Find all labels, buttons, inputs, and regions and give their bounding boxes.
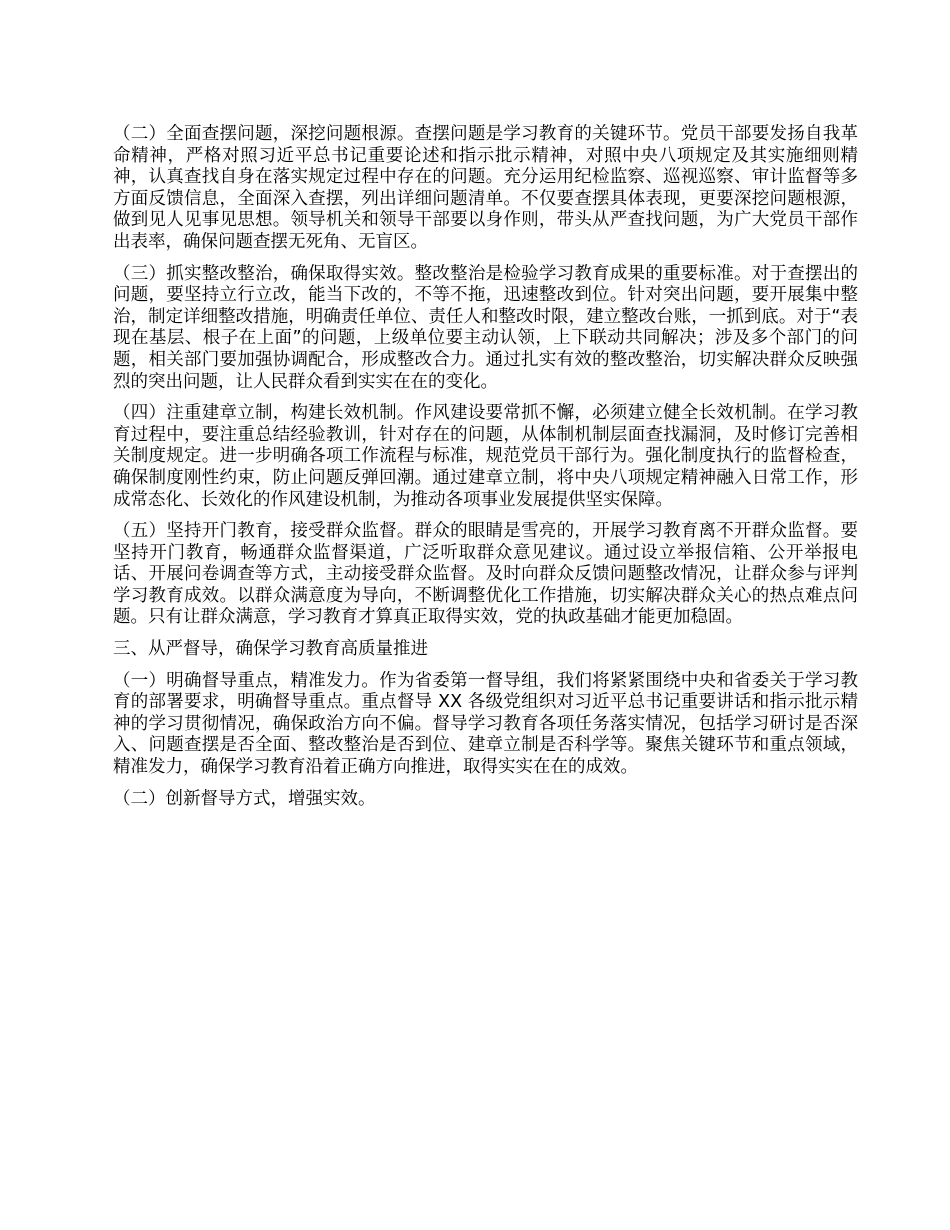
- paragraph-rectification: （三）抓实整改整治，确保取得实效。整改整治是检验学习教育成果的重要标准。对于查摆出的问题，要坚持立行立改，能当下改的，不等不拖，迅速整改到位。针对突出问题，要开展集中整治，制定详细整改措施，明确责任单位、责任人和整改时限，建立整改台账，一抓到底。对于“表现在基层、根子在上面”的问题，上级单位要主动认领，上下联动共同解决；涉及多个部门的问题，相关部门要加强协调配合，形成整改合力。通过扎实有效的整改整治，切实解决群众反映强烈的突出问题，让人民群众看到实实在在的变化。: [113, 263, 858, 392]
- paragraph-supervision-methods: （二）创新督导方式，增强实效。: [113, 788, 376, 809]
- paragraph-investigate-problems: （二）全面查摆问题，深挖问题根源。查摆问题是学习教育的关键环节。党员干部要发扬自我革命精神，严格对照习近平总书记重要论述和指示批示精神，对照中央八项规定及其实施细则精神，认真查找自身在落实规定过程中存在的问题。充分运用纪检监察、巡视巡察、审计监督等多方面反馈信息，全面深入查摆，列出详细问题清单。不仅要查摆具体表现，更要深挖问题根源，做到见人见事见思想。领导机关和领导干部要以身作则，带头从严查找问题，为广大党员干部作出表率，确保问题查摆无死角、无盲区。: [113, 124, 858, 252]
- document-body: [113, 124, 858, 820]
- paragraph-supervision-focus: （一）明确督导重点，精准发力。作为省委第一督导组，我们将紧紧围绕中央和省委关于学习教育的部署要求，明确督导重点。重点督导 XX 各级党组织对习近平总书记重要讲话和指示批示精神的学习贯彻情况，确保政治方向不偏。督导学习教育各项任务落实情况，包括学习研讨是否深入、问题查摆是否全面、整改整治是否到位、建章立制是否科学等。聚焦关键环节和重点领域，精准发力，确保学习教育沿着正确方向推进，取得实实在在的成效。: [113, 670, 858, 778]
- paragraph-institution-building: （四）注重建章立制，构建长效机制。作风建设要常抓不懈，必须建立健全长效机制。在学习教育过程中，要注重总结经验教训，针对存在的问题，从体制机制层面查找漏洞，及时修订完善相关制度规定。进一步明确各项工作流程与标准，规范党员干部行为。强化制度执行的监督检查，确保制度刚性约束，防止问题反弹回潮。通过建章立制，将中央八项规定精神融入日常工作，形成常态化、长效化的作风建设机制，为推动各项事业发展提供坚实保障。: [113, 403, 858, 510]
- section-heading: 三、从严督导，确保学习教育高质量推进: [113, 639, 428, 660]
- paragraph-public-supervision: （五）坚持开门教育，接受群众监督。群众的眼睛是雪亮的，开展学习教育离不开群众监督。要坚持开门教育，畅通群众监督渠道，广泛听取群众意见建议。通过设立举报信箱、公开举报电话、开展问卷调查等方式，主动接受群众监督。及时向群众反馈问题整改情况，让群众参与评判学习教育成效。以群众满意度为导向，不断调整优化工作措施，切实解决群众关心的热点难点问题。只有让群众满意，学习教育才算真正取得实效，党的执政基础才能更加稳固。: [113, 521, 858, 628]
